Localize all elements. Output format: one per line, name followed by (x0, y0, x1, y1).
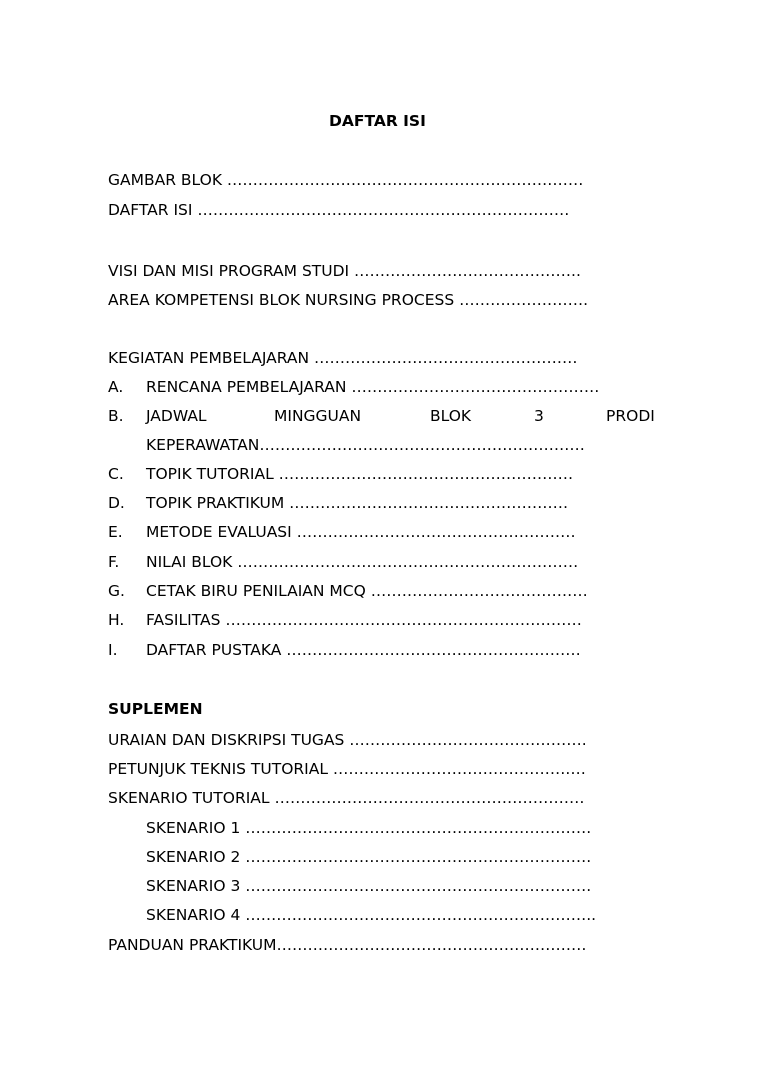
toc-entry-metode-evaluasi: METODE EVALUASI ……………………………………………… (146, 523, 576, 541)
toc-entry-skenario-1: SKENARIO 1 …………………………………………………………. (146, 819, 592, 837)
toc-entry-panduan: PANDUAN PRAKTIKUM…………………………………………………… (108, 936, 587, 954)
toc-entry-topik-tutorial: TOPIK TUTORIAL ………………………………………………… (146, 465, 574, 483)
toc-entry-skenario-tutorial: SKENARIO TUTORIAL …………………………………………………… (108, 789, 585, 807)
toc-entry-daftar-pustaka: DAFTAR PUSTAKA ………………………………………………… (146, 641, 581, 659)
toc-letter-b: B. (108, 407, 124, 425)
toc-entry-kegiatan: KEGIATAN PEMBELAJARAN …………………………………………… (108, 349, 578, 367)
suplemen-heading: SUPLEMEN (108, 700, 203, 718)
toc-entry-skenario-3: SKENARIO 3 …………………………………………………………. (146, 877, 592, 895)
toc-entry-visi-misi: VISI DAN MISI PROGRAM STUDI …………………………………….. (108, 262, 581, 280)
page-title: DAFTAR ISI (329, 112, 426, 130)
toc-entry-cetak-biru: CETAK BIRU PENILAIAN MCQ …………………………………… (146, 582, 588, 600)
toc-entry-daftar-isi: DAFTAR ISI ……………………………………………………………… (108, 201, 570, 219)
toc-letter-c: C. (108, 465, 124, 483)
toc-entry-fasilitas: FASILITAS …………………………………………………………… (146, 611, 582, 629)
toc-entry-skenario-4: SKENARIO 4 ………………………………………………………….. (146, 906, 597, 924)
toc-entry-nilai-blok: NILAI BLOK ………………………………………………………… (146, 553, 579, 571)
toc-entry-uraian: URAIAN DAN DISKRIPSI TUGAS ………………………………………. (108, 731, 587, 749)
toc-entry-gambar-blok: GAMBAR BLOK …………………………………………………………… (108, 171, 584, 189)
toc-entry-topik-praktikum: TOPIK PRAKTIKUM ……………………………………………… (146, 494, 569, 512)
toc-word-prodi: PRODI (606, 407, 655, 425)
toc-entry-keperawatan: KEPERAWATAN……………………………………………………… (146, 436, 585, 454)
toc-entry-area-kompetensi: AREA KOMPETENSI BLOK NURSING PROCESS ……………………. (108, 291, 589, 309)
toc-word-3: 3 (534, 407, 544, 425)
toc-letter-i: I. (108, 641, 118, 659)
toc-letter-d: D. (108, 494, 125, 512)
toc-letter-f: F. (108, 553, 120, 571)
toc-letter-g: G. (108, 582, 125, 600)
toc-entry-petunjuk: PETUNJUK TEKNIS TUTORIAL ……………………………………….… (108, 760, 586, 778)
toc-word-jadwal: JADWAL (146, 407, 207, 425)
toc-entry-skenario-2: SKENARIO 2 …………………………………………………………. (146, 848, 592, 866)
toc-letter-a: A. (108, 378, 124, 396)
toc-word-mingguan: MINGGUAN (274, 407, 362, 425)
toc-word-blok: BLOK (430, 407, 472, 425)
toc-letter-e: E. (108, 523, 123, 541)
toc-letter-h: H. (108, 611, 125, 629)
toc-entry-rencana: RENCANA PEMBELAJARAN ………………………………………… (146, 378, 600, 396)
